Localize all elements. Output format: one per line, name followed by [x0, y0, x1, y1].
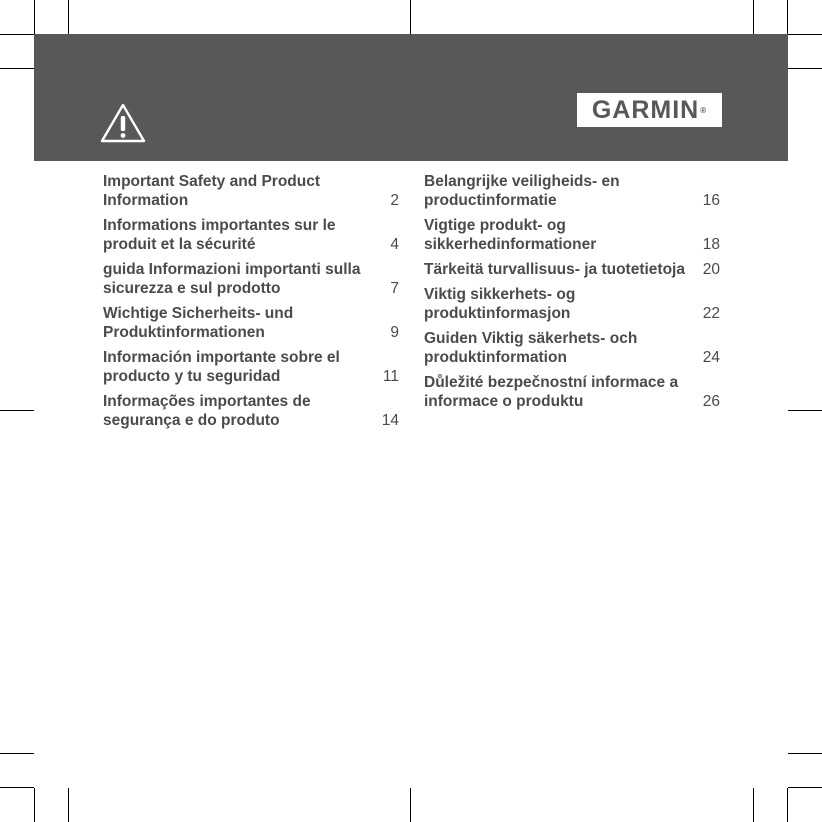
crop-mark [788, 68, 822, 69]
crop-mark [410, 0, 411, 34]
crop-mark [787, 0, 788, 34]
crop-mark [410, 788, 411, 822]
crop-mark [34, 0, 35, 34]
toc-entry-page: 18 [702, 236, 720, 253]
toc-entry[interactable] [424, 260, 720, 279]
toc-entry[interactable] [424, 216, 720, 254]
logo-text: GARMIN [591, 95, 700, 124]
toc-entry-page: 14 [381, 412, 399, 429]
toc-entry[interactable] [424, 329, 720, 367]
toc-entry[interactable] [103, 172, 399, 210]
toc-entry-title: Belangrijke veiligheids- en productinformatie [424, 173, 620, 209]
crop-mark [68, 788, 69, 822]
crop-mark [788, 753, 822, 754]
crop-mark [753, 0, 754, 34]
toc-entry-page: 16 [702, 192, 720, 209]
toc-entry-page: 20 [702, 261, 720, 278]
toc-entry[interactable] [424, 172, 720, 210]
toc-entry-title: Wichtige Sicherheits- und Produktinformationen [103, 305, 294, 341]
toc-entry-title: Guiden Viktig säkerhets- och produktinformation [424, 330, 638, 366]
crop-mark [0, 34, 34, 35]
toc-entry-title: Důležité bezpečnostní informace a informace o produktu [424, 374, 679, 410]
toc-entry-page: 2 [390, 192, 399, 209]
crop-mark [788, 410, 822, 411]
toc-entry-page: 9 [390, 324, 399, 341]
toc-entry-title: Informações importantes de segurança e do produto [103, 393, 311, 429]
toc-entry-title: Tärkeitä turvallisuus- ja tuotetietoja [424, 261, 685, 278]
crop-mark [34, 788, 35, 822]
cover-header [34, 34, 788, 161]
garmin-logo [577, 93, 722, 127]
toc-entry-title: Informations importantes sur le produit et la sécurité [103, 217, 336, 253]
registered-mark: ® [700, 105, 708, 115]
toc-right-column [424, 172, 720, 417]
crop-mark [0, 753, 34, 754]
toc-entry-title: Important Safety and Product Information [103, 173, 321, 209]
crop-mark [0, 68, 34, 69]
crop-mark [788, 34, 822, 35]
toc-entry-page: 7 [390, 280, 399, 297]
crop-mark [0, 787, 34, 788]
crop-mark [753, 788, 754, 822]
toc-entry-title: Vigtige produkt- og sikkerhedinformationer [424, 217, 597, 253]
toc-entry[interactable] [424, 285, 720, 323]
toc-entry[interactable] [103, 216, 399, 254]
toc-entry-title: Información importante sobre el producto y tu seguridad [103, 349, 340, 385]
toc-entry-page: 4 [390, 236, 399, 253]
toc-entry-title: guida Informazioni importanti sulla sicurezza e sul prodotto [103, 261, 361, 297]
toc-entry-title: Viktig sikkerhets- og produktinformasjon [424, 286, 576, 322]
crop-mark [68, 0, 69, 34]
toc-entry[interactable] [103, 260, 399, 298]
toc-entry-page: 22 [702, 305, 720, 322]
crop-mark [787, 788, 788, 822]
toc-entry-page: 11 [382, 368, 399, 385]
toc-entry[interactable] [103, 348, 399, 386]
toc-entry[interactable] [424, 373, 720, 411]
crop-mark [0, 410, 34, 411]
toc-left-column [103, 172, 399, 436]
toc-entry[interactable] [103, 304, 399, 342]
toc-entry-page: 24 [702, 349, 720, 366]
toc-entry-page: 26 [702, 393, 720, 410]
warning-icon [99, 102, 147, 144]
toc-entry[interactable] [103, 392, 399, 430]
crop-mark [788, 787, 822, 788]
